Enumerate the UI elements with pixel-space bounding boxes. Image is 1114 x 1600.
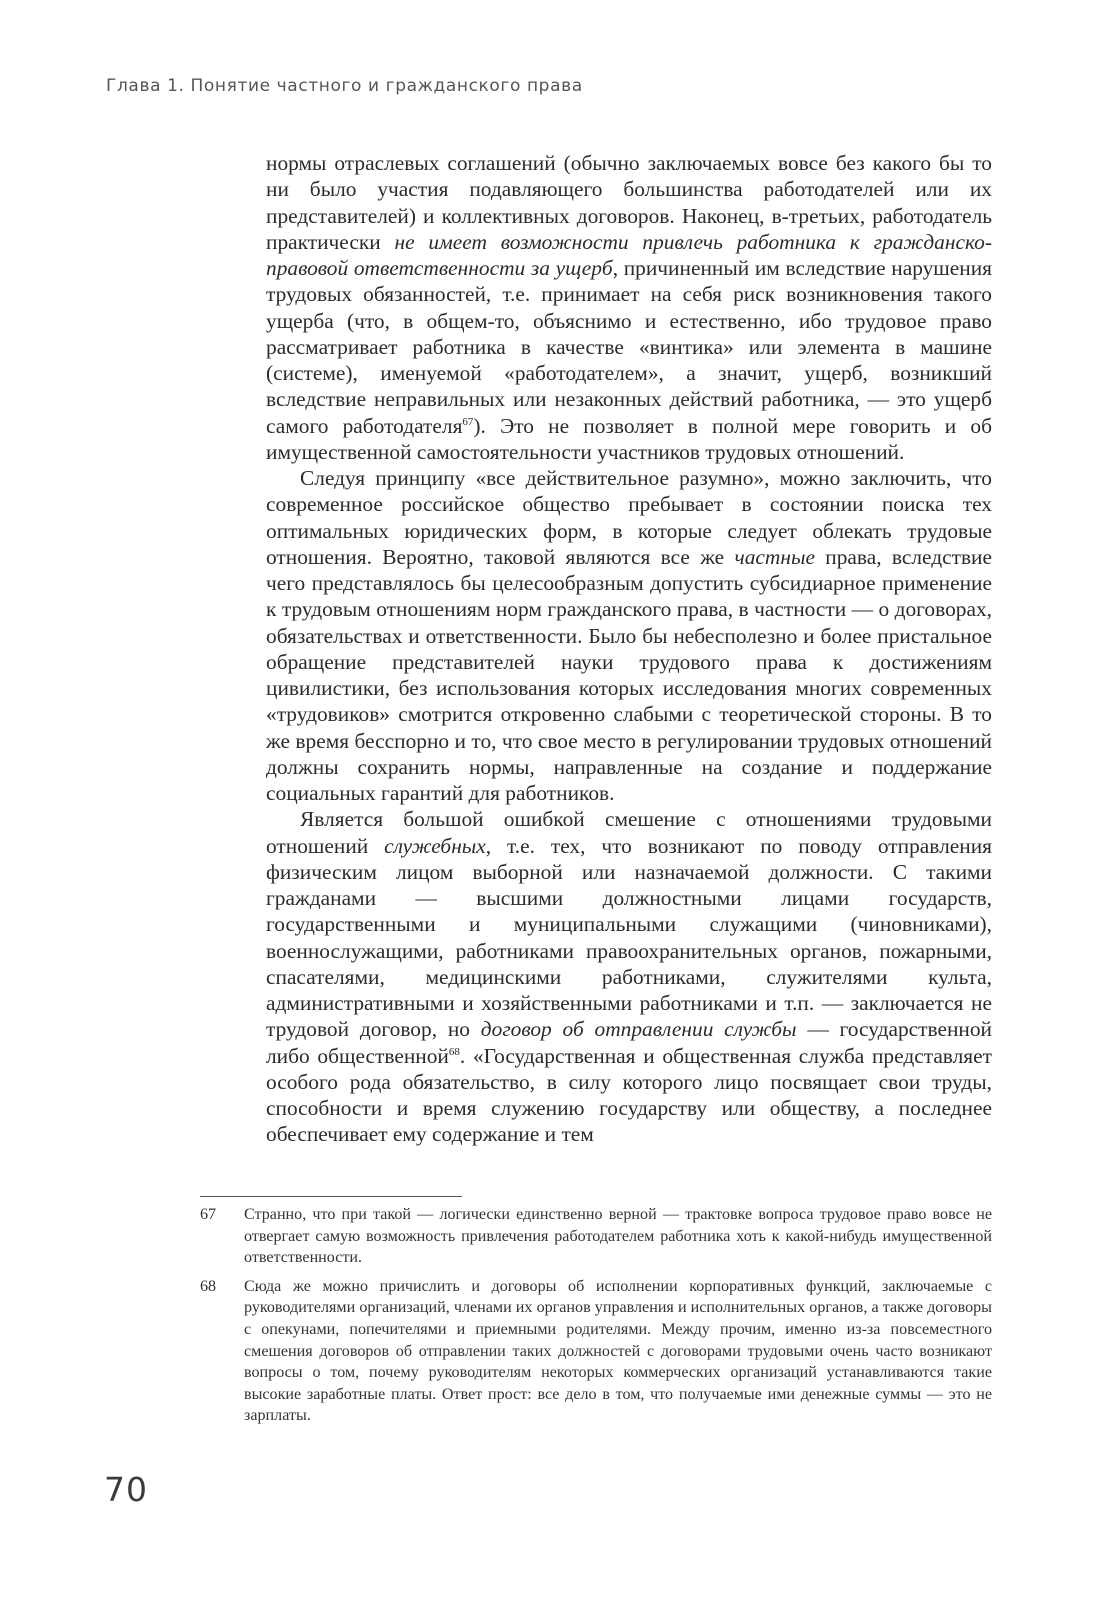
text-segment: . «Государственная и общественная служба представляет особого рода обязательство, в силу которого лицо посвящает свои труды, способности и время служению государству или обществу, а последнее обеспечивает ему содержание и тем xyxy=(266,1043,992,1147)
footnote-number: 67 xyxy=(200,1206,217,1223)
text-segment: нормы отраслевых соглашений (обычно заключаемых вовсе без какого бы то ни было участия подавляющего большинства работодателей или их представителей) и коллективных договоров. Наконец, в-третьих, работодатель практически xyxy=(266,151,992,254)
footnotes xyxy=(200,1204,992,1427)
italic-segment: не имеет возможности привлечь работника к гражданско-правовой ответственности за ущерб xyxy=(266,229,992,280)
italic-segment: договор об отправлении службы xyxy=(480,1017,797,1042)
italic-segment: частные xyxy=(734,544,815,569)
footnote-ref-67[interactable]: 67 xyxy=(462,415,474,428)
footnote-68 xyxy=(200,1276,992,1427)
text-segment: , причиненный им вследствие нарушения трудовых обязанностей, т.е. принимает на себя риск возникновения такого ущерба (что, в общем-то, объяснимо и естественно, ибо трудовое право рассматривает работника в качестве «винтика» или элемента в машине (системе), именуемой «работодателем», а значит, ущерб, возникший вследствие неправильных или незаконных действий работника, — это ущерб самого работодателя xyxy=(266,256,993,438)
text-segment: — государственной либо общественной xyxy=(266,1017,992,1068)
text-segment: ). Это не позволяет в полной мере говорить и об имущественной самостоятельности участников трудовых отношений. xyxy=(266,413,992,464)
footnote-67 xyxy=(200,1204,992,1269)
footnote-text: Сюда же можно причислить и договоры об исполнении корпоративных функций, заключаемые с руководителями организаций, членами их органов управления и исполнительных органов, а также договоры с опекунами, попечителями и приемными родителями. Между прочим, именно из-за повсеместного смешения договоров об отправлении таких должностей с договорами трудовыми очень часто возникают вопросы о том, почему руководителям некоторых коммерческих организаций устанавливаются такие высокие заработные платы. Ответ прост: все дело в том, что получаемые ими денежные суммы — это не зарплаты. xyxy=(244,1277,992,1425)
paragraph-3 xyxy=(266,806,992,1147)
page-number: 70 xyxy=(104,1470,148,1509)
text-segment: права, вследствие чего представлялось бы целесообразным допустить субсидиарное применение к трудовым отношениям норм гражданского права, в частности — о договорах, обязательствах и ответственности. Было бы небесполезно и более пристальное обращение представителей науки трудового права к достижениям цивилистики, без использования которых исследования многих современных «трудовиков» смотрится откровенно слабыми с теоретической стороны. В то же время бесспорно и то, что свое место в регулировании трудовых отношений должны сохранить нормы, направленные на создание и поддержание социальных гарантий для работников. xyxy=(266,544,992,805)
text-segment: Является большой ошибкой смешение с отношениями трудовыми отношений xyxy=(266,807,992,858)
footnote-number: 68 xyxy=(200,1277,217,1295)
footnote-divider xyxy=(200,1196,462,1197)
paragraph-2 xyxy=(266,465,992,806)
footnote-ref-68[interactable]: 68 xyxy=(448,1045,460,1058)
running-head: Глава 1. Понятие частного и гражданского права xyxy=(106,76,583,96)
paragraph-1 xyxy=(266,150,992,465)
footnote-text: Странно, что при такой — логически единственно верной — трактовке вопроса трудовое право вовсе не отвергает самую возможность привлечения работодателем работника хоть к какой-нибудь имущественной ответственности. xyxy=(244,1206,992,1267)
text-segment: , т.е. тех, что возникают по поводу отправления физическим лицом выборной или назначаемой должности. С такими гражданами — высшими должностными лицами государств, государственными и муниципальными служащими (чиновниками), военнослужащими, работниками правоохранительных органов, пожарными, спасателями, медицинскими работниками, служителями культа, административными и хозяйственными работниками и т.п. — заключается не трудовой договор, но xyxy=(266,833,993,1042)
main-text xyxy=(266,150,992,1148)
italic-segment: служебных xyxy=(384,833,486,858)
text-segment: Следуя принципу «все действительное разумно», можно заключить, что современное российское общество пребывает в состоянии поиска тех оптимальных юридических форм, в которые следует облекать трудовые отношения. Вероятно, таковой являются все же xyxy=(266,466,992,569)
